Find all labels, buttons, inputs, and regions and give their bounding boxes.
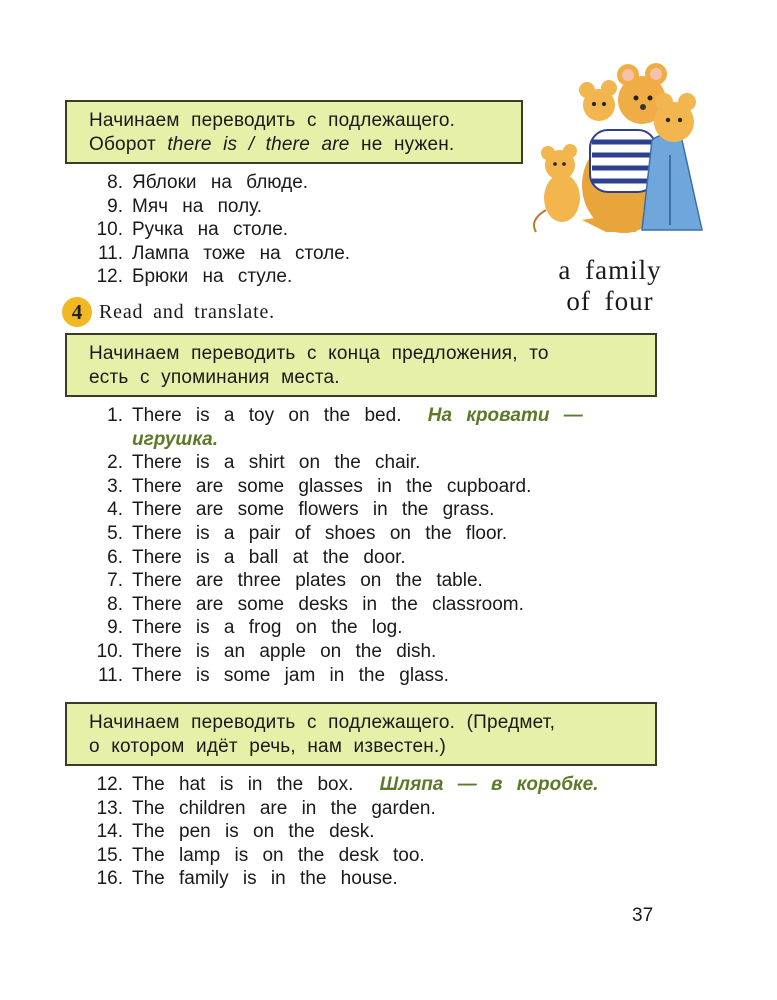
example-translation: На кровати —: [427, 405, 583, 426]
english-sentences-list-2: [96, 773, 599, 891]
list-item: 9. There is a frog on the log.: [107, 617, 403, 639]
rule-box-line: Начинаем переводить с подлежащего. (Предмет,: [89, 712, 556, 733]
list-item: 6. There is a ball at the door.: [107, 546, 406, 568]
list-item: 12. Брюки на стуле.: [96, 266, 293, 288]
list-item-continuation: игрушка.: [132, 428, 219, 450]
page-number: 37: [632, 905, 654, 926]
rule-box-subject-first: [65, 100, 523, 164]
list-item: 11. There is some jam in the glass.: [97, 664, 449, 686]
list-item: 8. There are some desks in the classroom.: [107, 593, 524, 615]
russian-sentences-list: [96, 171, 351, 289]
list-item: 11. Лампа тоже на столе.: [97, 242, 351, 264]
rule-box-line: Начинаем переводить с подлежащего.: [89, 110, 456, 131]
list-item: 3. There are some glasses in the cupboard.: [107, 475, 532, 497]
task-header: [62, 297, 275, 327]
list-item: 2. There is a shirt on the chair.: [107, 452, 421, 474]
list-item: 7. There are three plates on the table.: [107, 570, 483, 592]
list-item: 15. The lamp is on the desk too.: [96, 844, 425, 866]
list-item: 10. There is an apple on the dish.: [96, 640, 437, 662]
list-item: 9. Мяч на полу.: [107, 195, 263, 217]
rule-box-known-subject: [65, 702, 657, 766]
list-item: 14. The pen is on the desk.: [96, 821, 375, 843]
list-item: 4. There are some flowers in the grass.: [107, 499, 495, 521]
list-item: 5. There is a pair of shoes on the floor.: [107, 522, 508, 544]
list-item: 16. The family is in the house.: [96, 868, 398, 890]
rule-box-line: Оборот there is / there are не нужен.: [89, 134, 455, 155]
rule-box-place-first: [65, 333, 657, 397]
list-item: 13. The children are in the garden.: [96, 797, 436, 819]
list-item: 12. The hat is in the box. Шляпа — в коробке.: [96, 774, 599, 795]
list-item: 1. There is a toy on the bed. На кровати —: [107, 405, 583, 426]
illustration-caption: a family of four: [558, 255, 662, 316]
task-number-badge: 4: [62, 297, 92, 327]
mice-family-icon: [524, 60, 710, 235]
rule-box-line: есть с упоминания места.: [89, 367, 340, 388]
example-translation: Шляпа — в коробке.: [379, 774, 599, 795]
list-item: 10. Ручка на столе.: [96, 219, 289, 241]
list-item: 8. Яблоки на блюде.: [107, 172, 309, 193]
english-sentences-list: [96, 404, 583, 687]
task-title: Read and translate.: [99, 300, 275, 323]
rule-box-line: о котором идёт речь, нам известен.): [89, 736, 446, 757]
rule-box-line: Начинаем переводить с конца предложения, то: [89, 343, 549, 364]
construction-italic: there is / there are: [167, 134, 350, 155]
